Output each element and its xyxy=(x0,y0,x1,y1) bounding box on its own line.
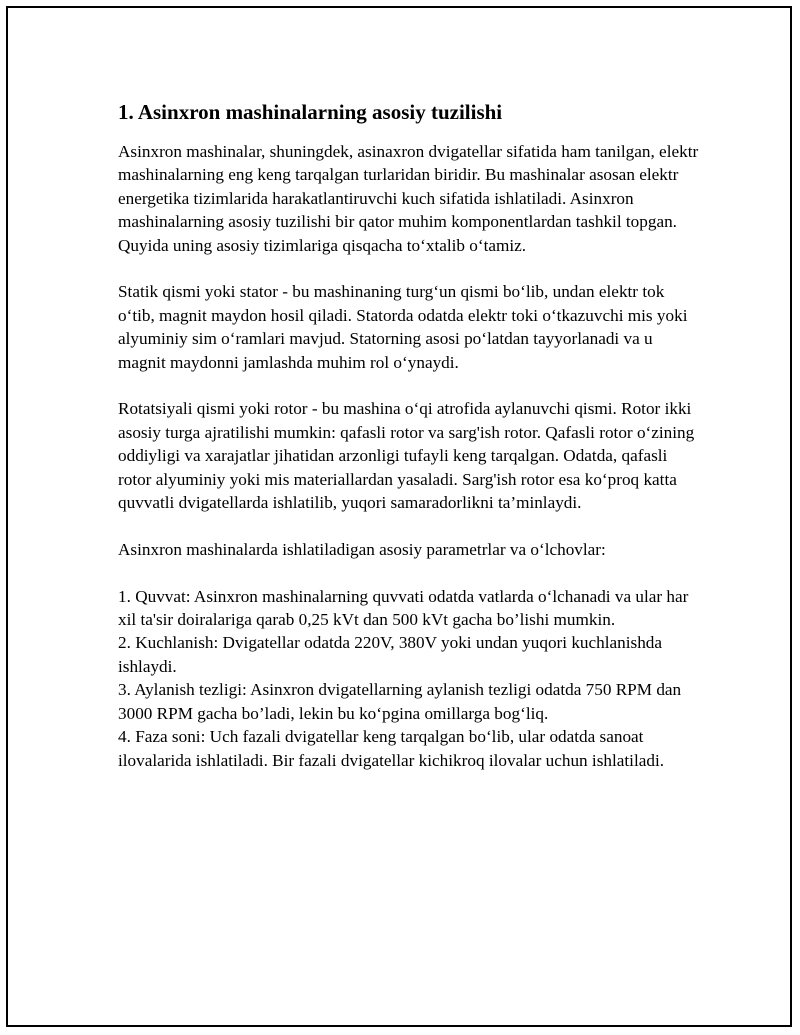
list-item-power: 1. Quvvat: Asinxron mashinalarning quvvati odatda vatlarda o‘lchanadi va ular har xil ta'sir doiralariga qarab 0,25 kVt dan 500 kVt gacha bo’lishi mumkin. xyxy=(118,586,689,630)
document-page xyxy=(6,6,792,1027)
rotor-paragraph: Rotatsiyali qismi yoki rotor - bu mashina o‘qi atrofida aylanuvchi qismi. Rotor ikki asosiy turga ajratilishi mumkin: qafasli rotor va sarg'ish rotor. Qafasli rotor o‘zining oddiyligi va xarajatlar jihatidan arzonligi tufayli keng tarqalgan. Odatda, qafasli rotor alyuminiy yoki mis materiallardan yasaladi. Sarg'ish rotor esa ko‘proq katta quvvatli dvigatellarda ishlatilib, yuqori samaradorlikni ta’minlaydi. xyxy=(118,399,695,513)
parameters-list xyxy=(118,585,700,772)
paragraph-spacer xyxy=(118,374,700,397)
list-item-voltage: 2. Kuchlanish: Dvigatellar odatda 220V, 380V yoki undan yuqori kuchlanishda ishlaydi. xyxy=(118,633,663,676)
parameters-intro-paragraph: Asinxron mashinalarda ishlatiladigan asosiy parametrlar va o‘lchovlar: xyxy=(118,539,606,559)
stator-paragraph: Statik qismi yoki stator - bu mashinaning turg‘un qismi bo‘lib, undan elektr tok o‘tib, magnit maydon hosil qiladi. Statorda odatda elektr toki o‘tkazuvchi mis yoki alyuminiy sim o‘ramlari mavjud. Statorning asosi po‘latdan tayyorlanadi va u magnit maydonni jamlashda muhim rol o‘ynaydi. xyxy=(118,282,688,372)
document-content xyxy=(118,99,700,772)
section-heading: 1. Asinxron mashinalarning asosiy tuzilishi xyxy=(118,100,503,124)
intro-paragraph: Asinxron mashinalar, shuningdek, asinaxron dvigatellar sifatida ham tanilgan, elektr mashinalarning eng keng tarqalgan turlaridan biridir. Bu mashinalar asosan elektr energetika tizimlarida harakatlantiruvchi kuch sifatida ishlatiladi. Asinxron mashinalarning asosiy tuzilishi bir qator muhim komponentlardan tashkil topgan. Quyida uning asosiy tizimlariga qisqacha to‘xtalib o‘tamiz. xyxy=(118,142,699,255)
paragraph-spacer xyxy=(118,257,700,280)
paragraph-spacer xyxy=(118,514,700,537)
list-item-phase-count: 4. Faza soni: Uch fazali dvigatellar keng tarqalgan bo‘lib, ular odatda sanoat ilovalarida ishlatiladi. Bir fazali dvigatellar kichikroq ilovalar uchun ishlatiladi. xyxy=(118,727,665,770)
list-item-rotation-speed: 3. Aylanish tezligi: Asinxron dvigatellarning aylanish tezligi odatda 750 RPM dan 3000 RPM gacha bo’ladi, lekin bu ko‘pgina omillarga bog‘liq. xyxy=(118,680,682,723)
paragraph-spacer xyxy=(118,561,700,584)
